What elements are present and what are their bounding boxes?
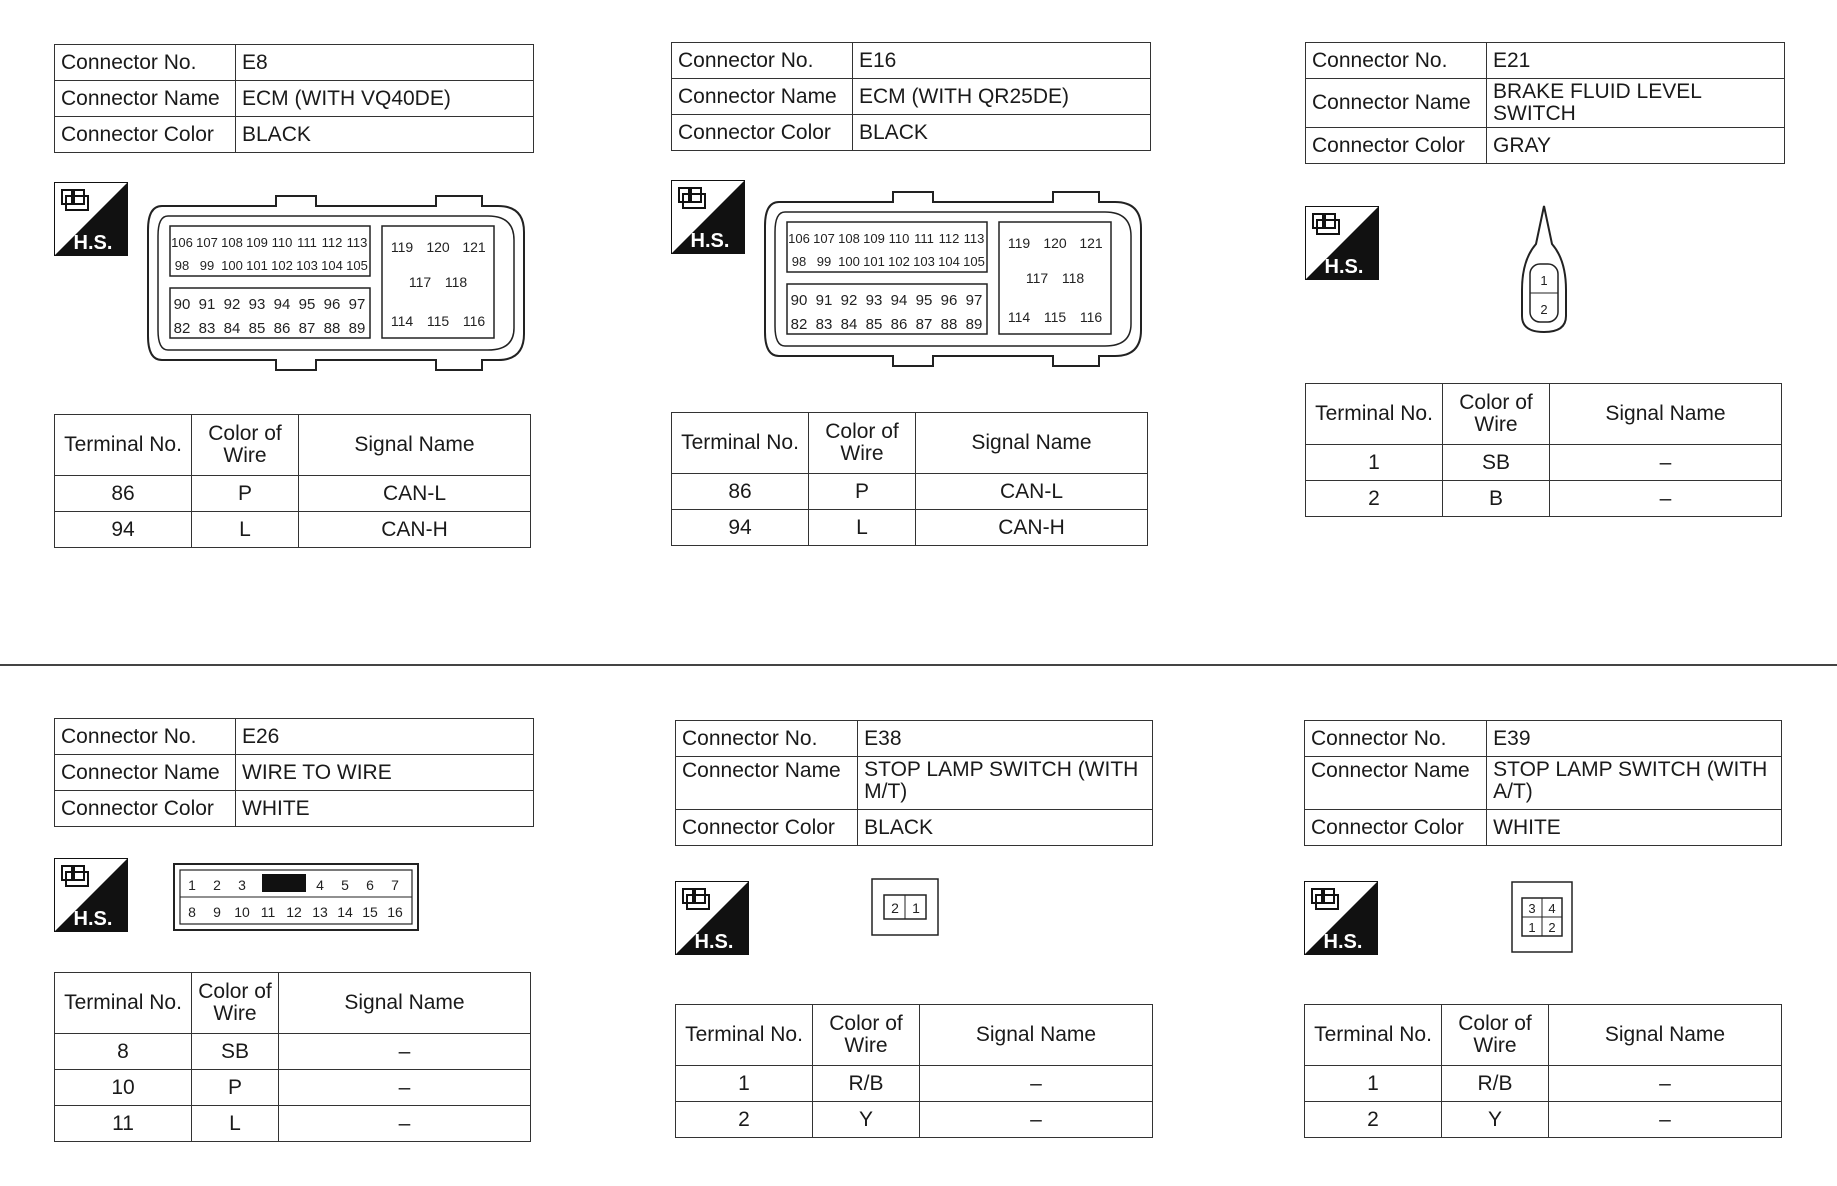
pin-label: 103 (913, 254, 935, 269)
wire-color-header: Color of Wire (1443, 384, 1550, 445)
pin-label: 3 (238, 877, 246, 893)
pin-row-1 (171, 235, 367, 250)
connector-panel-e21 (1305, 42, 1785, 164)
pin-label: 115 (1043, 309, 1067, 325)
pin-label: 93 (865, 292, 883, 309)
signal-name-cell: – (1549, 1066, 1782, 1102)
pin-label: 82 (790, 316, 808, 333)
pin-label: 91 (198, 296, 216, 313)
pin-label: 89 (348, 320, 366, 337)
signal-name-cell: CAN-H (299, 512, 531, 548)
pin-label: 1 (1528, 920, 1536, 935)
table-row (55, 1070, 531, 1106)
pin-label: 7 (391, 877, 399, 893)
connector-color-label: Connector Color (676, 810, 858, 846)
pin-label: 8 (188, 904, 196, 920)
pin-label: 87 (915, 316, 933, 333)
ecm-connector-diagram (763, 182, 1143, 376)
wire-color-cell: L (809, 510, 916, 546)
pin-row-right-2 (1026, 270, 1085, 286)
signal-name-header: Signal Name (916, 413, 1148, 474)
signal-name-cell: – (920, 1066, 1153, 1102)
connector-name-label: Connector Name (55, 755, 236, 791)
pin-label: 95 (298, 296, 316, 313)
pin-label: 104 (321, 258, 343, 273)
wire-color-cell: L (192, 512, 299, 548)
connector-name-value: ECM (WITH QR25DE) (853, 79, 1151, 115)
connector-color-label: Connector Color (1305, 810, 1487, 846)
pin-label: 118 (444, 274, 468, 290)
pin-label: 97 (348, 296, 366, 313)
signal-name-cell: – (279, 1034, 531, 1070)
terminal-table (1305, 383, 1782, 517)
terminal-cell: 1 (1305, 1066, 1442, 1102)
pin-label: 1 (1540, 273, 1548, 288)
connector-name-label: Connector Name (1306, 79, 1487, 128)
signal-name-cell: – (1549, 1102, 1782, 1138)
pin-label: 110 (271, 235, 293, 250)
connector-name-label: Connector Name (676, 757, 858, 810)
connector-no-value: E21 (1487, 43, 1785, 79)
pin-label: 99 (816, 254, 832, 269)
pin-label: 83 (815, 316, 833, 333)
pin-label: 118 (1061, 270, 1085, 286)
pin-label: 93 (248, 296, 266, 313)
pin-label: 111 (914, 231, 934, 246)
terminal-cell: 94 (55, 512, 192, 548)
pin-row-2 (175, 258, 368, 273)
pin-label: 86 (890, 316, 908, 333)
pin-label: 111 (297, 235, 317, 250)
terminal-cell: 2 (676, 1102, 813, 1138)
pin-row-bottom (188, 904, 403, 920)
connector-info-table (671, 42, 1151, 151)
connector-no-label: Connector No. (1306, 43, 1487, 79)
wire-color-header: Color of Wire (813, 1005, 920, 1066)
pin-label: 101 (863, 254, 885, 269)
signal-name-header: Signal Name (299, 415, 531, 476)
connector-no-value: E39 (1487, 721, 1782, 757)
pin-row-3 (174, 296, 366, 313)
pin-label: 103 (296, 258, 318, 273)
pin-label: 114 (390, 313, 414, 329)
connector-panel-e8 (54, 44, 534, 153)
terminal-cell: 10 (55, 1070, 192, 1106)
terminal-panel-e8 (54, 414, 531, 548)
connector-name-value: STOP LAMP SWITCH (WITH M/T) (858, 757, 1153, 810)
wire-color-cell: Y (813, 1102, 920, 1138)
pin-label: 10 (234, 904, 250, 920)
pin-label: 106 (788, 231, 810, 246)
pin-label: 2 (891, 900, 899, 916)
pin-label: 106 (171, 235, 193, 250)
section-divider (0, 664, 1837, 666)
pin-label: 120 (1043, 235, 1067, 251)
harness-side-icon (675, 881, 749, 955)
pin-label: 116 (462, 313, 486, 329)
pin-label: 104 (938, 254, 960, 269)
hs-badge-label: H.S. (690, 230, 730, 252)
connector-name-value: WIRE TO WIRE (236, 755, 534, 791)
pin-row-1 (788, 231, 984, 246)
connector-color-label: Connector Color (672, 115, 853, 151)
terminal-cell: 2 (1305, 1102, 1442, 1138)
pin-label: 97 (965, 292, 983, 309)
signal-name-cell: – (1550, 445, 1782, 481)
connector-color-value: BLACK (853, 115, 1151, 151)
pin-label: 120 (426, 239, 450, 255)
pin-row-right-3 (391, 313, 486, 329)
terminal-cell: 86 (672, 474, 809, 510)
connector-name-label: Connector Name (55, 81, 236, 117)
terminal-table (675, 1004, 1153, 1138)
wire-color-cell: SB (1443, 445, 1550, 481)
terminal-cell: 2 (1306, 481, 1443, 517)
connector-color-value: BLACK (858, 810, 1153, 846)
pin-label: 113 (346, 235, 368, 250)
pin-label: 2 (1540, 302, 1548, 317)
table-row (676, 1066, 1153, 1102)
four-pin-connector-diagram (1510, 880, 1574, 954)
connector-no-label: Connector No. (676, 721, 858, 757)
pin-label: 82 (173, 320, 191, 337)
pin-row-4 (791, 316, 983, 333)
wire-color-cell: P (192, 1070, 279, 1106)
terminal-cell: 8 (55, 1034, 192, 1070)
pin-label: 89 (965, 316, 983, 333)
terminal-no-header: Terminal No. (676, 1005, 813, 1066)
wire-color-cell: B (1443, 481, 1550, 517)
terminal-cell: 94 (672, 510, 809, 546)
pin-row-right-2 (409, 274, 468, 290)
terminal-cell: 1 (676, 1066, 813, 1102)
table-row (55, 476, 531, 512)
pin-label: 88 (940, 316, 958, 333)
connector-name-value: STOP LAMP SWITCH (WITH A/T) (1487, 757, 1782, 810)
connector-name-value: BRAKE FLUID LEVEL SWITCH (1487, 79, 1785, 128)
connector-name-label: Connector Name (672, 79, 853, 115)
table-row (1306, 481, 1782, 517)
pin-row-right-1 (391, 239, 486, 255)
harness-side-icon (671, 180, 745, 254)
wire-to-wire-connector-diagram (172, 862, 420, 932)
connector-panel-e38 (675, 720, 1153, 846)
connector-panel-e39 (1304, 720, 1782, 846)
connector-info-table (1304, 720, 1782, 846)
hs-badge-label: H.S. (73, 908, 113, 930)
harness-side-icon (54, 858, 128, 932)
pin-label: 86 (273, 320, 291, 337)
connector-panel-e16 (671, 42, 1151, 151)
hs-badge-label: H.S. (694, 931, 734, 953)
connector-color-label: Connector Color (55, 117, 236, 153)
pin-label: 87 (298, 320, 316, 337)
pin-label: 98 (791, 254, 807, 269)
pin-label: 108 (838, 231, 860, 246)
pin-label: 5 (341, 877, 349, 893)
connector-info-table (54, 44, 534, 153)
connector-no-value: E8 (236, 45, 534, 81)
terminal-no-header: Terminal No. (55, 973, 192, 1034)
connector-no-label: Connector No. (672, 43, 853, 79)
signal-name-header: Signal Name (279, 973, 531, 1034)
wire-color-header: Color of Wire (192, 415, 299, 476)
wire-color-cell: P (192, 476, 299, 512)
pin-label: 101 (246, 258, 268, 273)
pin-label: 92 (223, 296, 241, 313)
pin-label: 114 (1007, 309, 1031, 325)
connector-no-value: E38 (858, 721, 1153, 757)
teardrop-connector-diagram (1518, 204, 1570, 336)
wire-color-cell: L (192, 1106, 279, 1142)
connector-no-value: E16 (853, 43, 1151, 79)
signal-name-cell: CAN-L (299, 476, 531, 512)
signal-name-cell: – (1550, 481, 1782, 517)
terminal-cell: 86 (55, 476, 192, 512)
harness-side-icon (1304, 881, 1378, 955)
pin-label: 3 (1528, 901, 1536, 916)
terminal-table (671, 412, 1148, 546)
pin-label: 1 (912, 900, 920, 916)
blank-cavity (262, 874, 306, 892)
two-pin-connector-diagram (870, 877, 940, 937)
terminal-panel-e39 (1304, 1004, 1782, 1138)
hs-badge-label: H.S. (1324, 256, 1364, 278)
pin-label: 105 (963, 254, 985, 269)
table-row (55, 512, 531, 548)
signal-name-cell: CAN-H (916, 510, 1148, 546)
pin-label: 102 (888, 254, 910, 269)
terminal-table (54, 414, 531, 548)
connector-no-label: Connector No. (55, 45, 236, 81)
pin-label: 116 (1079, 309, 1103, 325)
connector-color-value: WHITE (1487, 810, 1782, 846)
terminal-panel-e38 (675, 1004, 1153, 1138)
hs-badge-label: H.S. (1323, 931, 1363, 953)
pin-label: 117 (1025, 270, 1049, 286)
harness-side-icon (54, 182, 128, 256)
pin-row-3 (791, 292, 983, 309)
pin-label: 105 (346, 258, 368, 273)
table-row (55, 1034, 531, 1070)
wire-color-cell: P (809, 474, 916, 510)
signal-name-cell: – (920, 1102, 1153, 1138)
pin-label: 91 (815, 292, 833, 309)
connector-no-label: Connector No. (55, 719, 236, 755)
hs-badge-label: H.S. (73, 232, 113, 254)
pin-label: 96 (940, 292, 958, 309)
pin-label: 4 (1548, 901, 1556, 916)
pin-label: 108 (221, 235, 243, 250)
pin-label: 83 (198, 320, 216, 337)
pin-label: 84 (223, 320, 241, 337)
connector-name-label: Connector Name (1305, 757, 1487, 810)
table-row (1306, 445, 1782, 481)
pin-label: 107 (196, 235, 218, 250)
pin-label: 117 (408, 274, 432, 290)
signal-name-cell: CAN-L (916, 474, 1148, 510)
terminal-panel-e16 (671, 412, 1148, 546)
terminal-panel-e26 (54, 972, 531, 1142)
harness-side-icon (1305, 206, 1379, 280)
connector-no-value: E26 (236, 719, 534, 755)
table-row (672, 510, 1148, 546)
connector-color-value: WHITE (236, 791, 534, 827)
pin-label: 13 (312, 904, 328, 920)
wire-color-header: Color of Wire (192, 973, 279, 1034)
wire-color-header: Color of Wire (1442, 1005, 1549, 1066)
pin-label: 11 (260, 904, 276, 920)
pin-label: 85 (865, 316, 883, 333)
signal-name-header: Signal Name (1550, 384, 1782, 445)
terminal-cell: 11 (55, 1106, 192, 1142)
pin-label: 9 (213, 904, 221, 920)
pin-label: 88 (323, 320, 341, 337)
terminal-cell: 1 (1306, 445, 1443, 481)
connector-info-table (1305, 42, 1785, 164)
terminal-panel-e21 (1305, 383, 1782, 517)
pin-label: 112 (321, 235, 343, 250)
pin-label: 96 (323, 296, 341, 313)
pin-label: 115 (426, 313, 450, 329)
table-row (676, 1102, 1153, 1138)
pin-label: 113 (963, 231, 985, 246)
pin-row-right-3 (1008, 309, 1103, 325)
pin-label: 121 (462, 239, 486, 255)
pin-label: 119 (1007, 235, 1031, 251)
wire-color-cell: Y (1442, 1102, 1549, 1138)
pin-label: 84 (840, 316, 858, 333)
pin-row-2 (792, 254, 985, 269)
pin-label: 100 (838, 254, 860, 269)
connector-info-table (54, 718, 534, 827)
table-row (1305, 1102, 1782, 1138)
connector-panel-e26 (54, 718, 534, 827)
pin-label: 107 (813, 231, 835, 246)
pin-label: 92 (840, 292, 858, 309)
pin-label: 99 (199, 258, 215, 273)
table-row (672, 474, 1148, 510)
pin-label: 90 (790, 292, 808, 309)
ecm-connector-diagram (146, 186, 526, 380)
pin-label: 85 (248, 320, 266, 337)
connector-no-label: Connector No. (1305, 721, 1487, 757)
pin-label: 121 (1079, 235, 1103, 251)
connector-color-value: GRAY (1487, 128, 1785, 164)
connector-color-value: BLACK (236, 117, 534, 153)
pin-label: 110 (888, 231, 910, 246)
pin-label: 100 (221, 258, 243, 273)
terminal-table (54, 972, 531, 1142)
pin-label: 90 (173, 296, 191, 313)
wire-color-cell: R/B (1442, 1066, 1549, 1102)
connector-name-value: ECM (WITH VQ40DE) (236, 81, 534, 117)
table-row (55, 1106, 531, 1142)
pin-label: 12 (286, 904, 302, 920)
pin-label: 15 (362, 904, 378, 920)
wire-color-header: Color of Wire (809, 413, 916, 474)
pin-label: 98 (174, 258, 190, 273)
terminal-no-header: Terminal No. (1305, 1005, 1442, 1066)
pin-row-right-1 (1008, 235, 1103, 251)
terminal-no-header: Terminal No. (672, 413, 809, 474)
connector-info-table (675, 720, 1153, 846)
wire-color-cell: R/B (813, 1066, 920, 1102)
pin-label: 109 (863, 231, 885, 246)
pin-label: 2 (213, 877, 221, 893)
terminal-table (1304, 1004, 1782, 1138)
connector-color-label: Connector Color (1306, 128, 1487, 164)
signal-name-header: Signal Name (920, 1005, 1153, 1066)
pin-label: 119 (390, 239, 414, 255)
pin-label: 4 (316, 877, 324, 893)
signal-name-cell: – (279, 1106, 531, 1142)
signal-name-cell: – (279, 1070, 531, 1106)
pin-label: 16 (387, 904, 403, 920)
pin-label: 2 (1548, 920, 1556, 935)
pin-label: 6 (366, 877, 374, 893)
pin-label: 102 (271, 258, 293, 273)
pin-label: 112 (938, 231, 960, 246)
table-row (1305, 1066, 1782, 1102)
terminal-no-header: Terminal No. (55, 415, 192, 476)
pin-label: 1 (188, 877, 196, 893)
terminal-no-header: Terminal No. (1306, 384, 1443, 445)
pin-label: 94 (890, 292, 908, 309)
pin-label: 109 (246, 235, 268, 250)
pin-label: 94 (273, 296, 291, 313)
wire-color-cell: SB (192, 1034, 279, 1070)
pin-label: 95 (915, 292, 933, 309)
pin-row-4 (174, 320, 366, 337)
signal-name-header: Signal Name (1549, 1005, 1782, 1066)
connector-color-label: Connector Color (55, 791, 236, 827)
pin-label: 14 (337, 904, 353, 920)
